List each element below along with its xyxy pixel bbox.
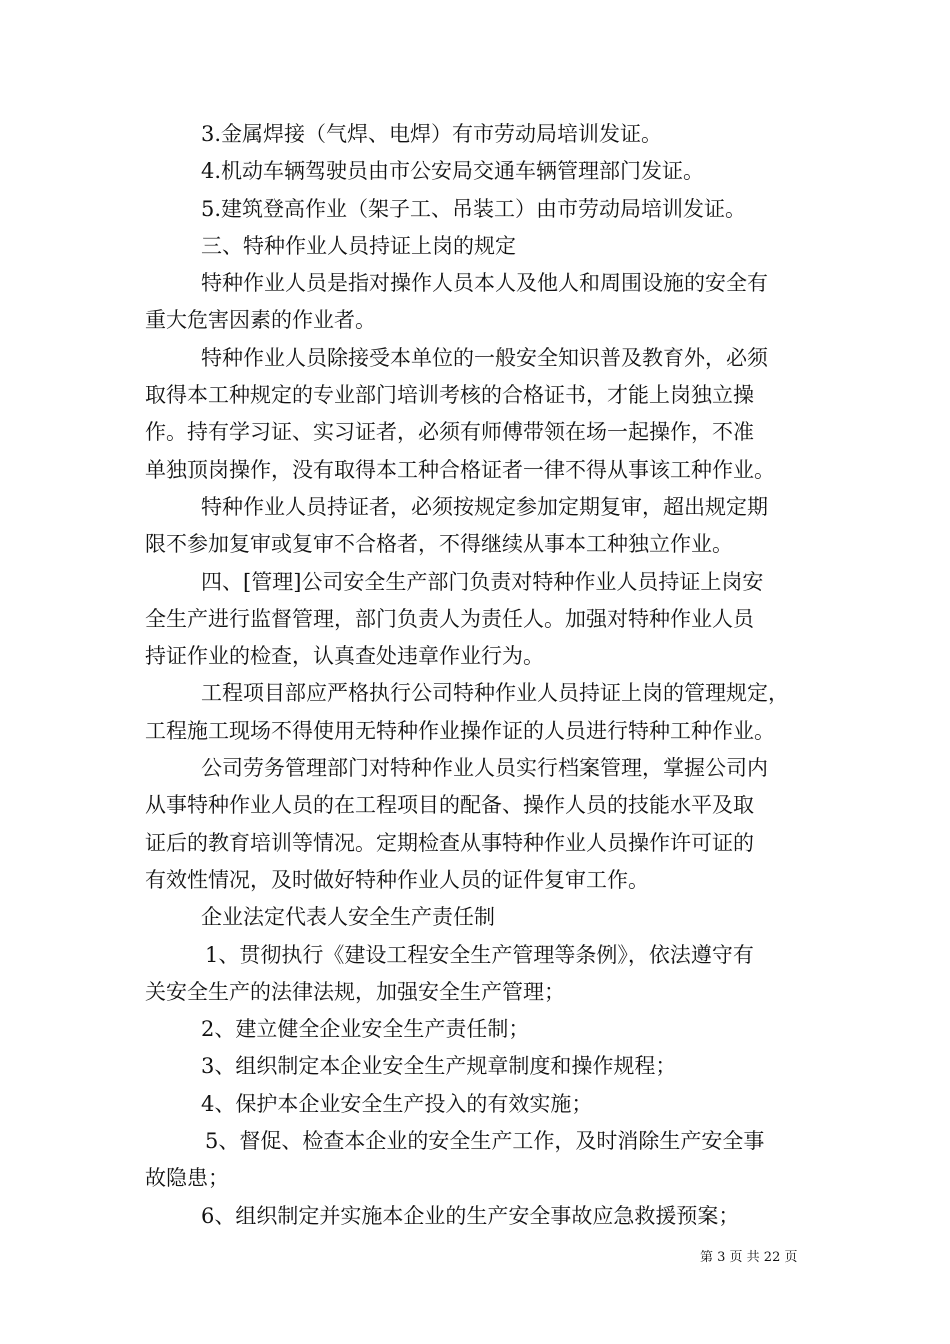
list-item: 1、贯彻执行《建设工程安全生产管理等条例》，依法遵守有 [205, 942, 754, 967]
list-item: 2、建立健全企业安全生产责任制； [201, 1017, 530, 1042]
text-line: 故隐患； [145, 1166, 229, 1191]
text-line: 5.建筑登高作业（架子工、吊装工）由市劳动局培训发证。 [201, 196, 747, 221]
list-item: 6、组织制定并实施本企业的生产安全事故应急救援预案； [201, 1203, 740, 1228]
text-line: 特种作业人员持证者，必须按规定参加定期复审，超出规定期 [201, 494, 768, 519]
text-line: 4.机动车辆驾驶员由市公安局交通车辆管理部门发证。 [201, 159, 705, 184]
section-heading: 四、[管理]公司安全生产部门负责对特种作业人员持证上岗安 [201, 569, 764, 594]
page-number: 第 3 页 共 22 页 [700, 1250, 798, 1265]
text-line: 特种作业人员是指对操作人员本人及他人和周围设施的安全有 [201, 271, 768, 296]
text-line: 重大危害因素的作业者。 [145, 308, 376, 333]
text-line: 3.金属焊接（气焊、电焊）有市劳动局培训发证。 [201, 122, 663, 146]
text-line: 全生产进行监督管理，部门负责人为责任人。加强对特种作业人员 [145, 606, 754, 631]
text-line: 有效性情况，及时做好特种作业人员的证件复审工作。 [145, 867, 649, 892]
text-line: 证后的教育培训等情况。定期检查从事特种作业人员操作许可证的 [145, 830, 754, 855]
section-heading: 企业法定代表人安全生产责任制 [201, 905, 495, 930]
text-line: 特种作业人员除接受本单位的一般安全知识普及教育外，必须 [201, 345, 768, 370]
section-heading: 三、特种作业人员持证上岗的规定 [201, 233, 516, 258]
text-line: 限不参加复审或复审不合格者，不得继续从事本工种独立作业。 [145, 532, 733, 557]
text-line: 公司劳务管理部门对特种作业人员实行档案管理，掌握公司内 [201, 756, 768, 781]
text-line: 单独顶岗操作，没有取得本工种合格证者一律不得从事该工种作业。 [145, 457, 775, 482]
text-line: 作。持有学习证、实习证者，必须有师傅带领在场一起操作，不准 [145, 420, 754, 445]
document-body [145, 116, 810, 1235]
list-item: 3、组织制定本企业安全生产规章制度和操作规程； [201, 1054, 677, 1079]
list-item: 5、督促、检查本企业的安全生产工作，及时消除生产安全事 [205, 1129, 765, 1154]
text-line: 从事特种作业人员的在工程项目的配备、操作人员的技能水平及取 [145, 793, 754, 818]
text-line: 工程项目部应严格执行公司特种作业人员持证上岗的管理规定， [201, 681, 789, 706]
text-line: 工程施工现场不得使用无特种作业操作证的人员进行特种工种作业。 [145, 718, 775, 743]
list-item: 4、保护本企业安全生产投入的有效实施； [201, 1091, 593, 1116]
text-line: 取得本工种规定的专业部门培训考核的合格证书，才能上岗独立操 [145, 383, 754, 408]
text-line: 关安全生产的法律法规，加强安全生产管理； [145, 979, 565, 1004]
text-line: 持证作业的检查，认真查处违章作业行为。 [145, 644, 544, 669]
